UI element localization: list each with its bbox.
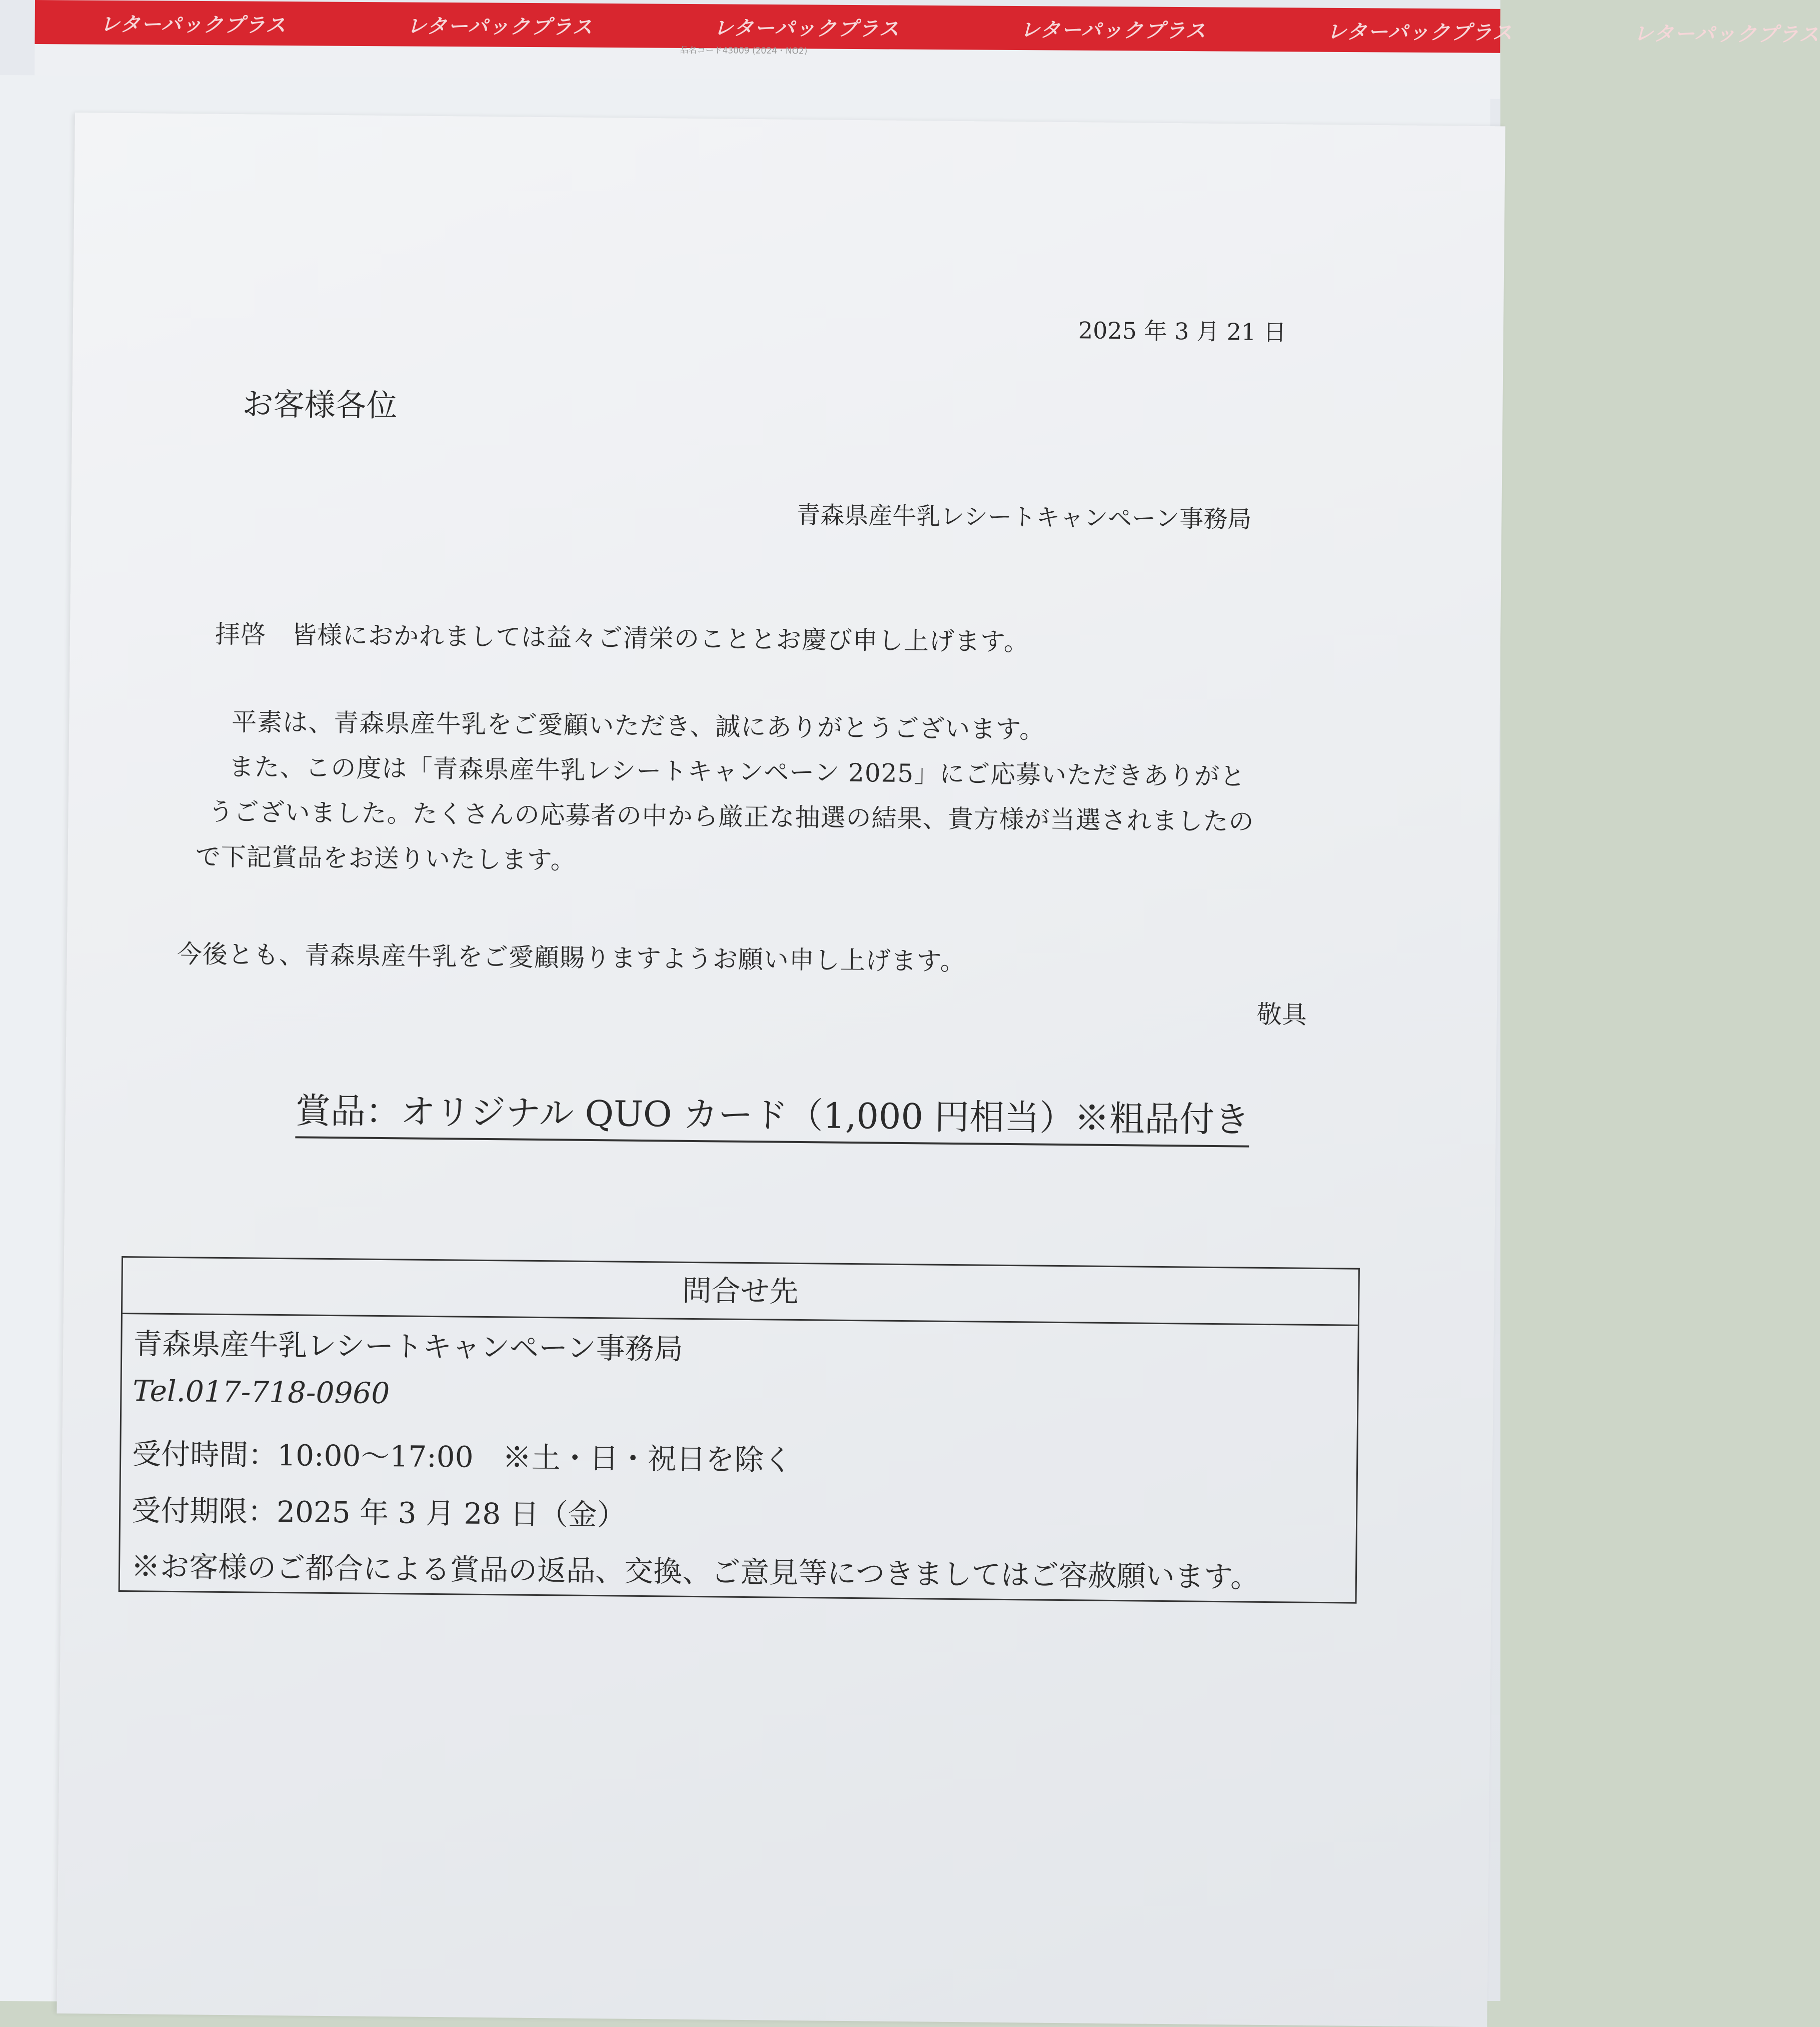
contact-title: 問合せ先	[123, 1258, 1358, 1326]
letter-closing: 敬具	[1256, 999, 1307, 1030]
envelope-band-text: レターパックプラス	[1633, 22, 1820, 47]
envelope-band-text: レターパックプラス	[100, 13, 287, 37]
contact-notice: ※お客様のご都合による賞品の返品、交換、ご意見等につきましてはご容赦願います。	[131, 1549, 1260, 1594]
envelope-product-code: 品名コード43009 (2024・NO2)	[680, 45, 808, 57]
contact-phone: Tel.017-718-0960	[133, 1374, 390, 1411]
contact-office: 青森県産牛乳レシートキャンペーン事務局	[133, 1327, 684, 1366]
body-line: 平素は、青森県産牛乳をご愛顧いただき、誠にありがとうございます。	[232, 707, 1045, 744]
contact-hours: 受付時間：10:00～17:00 ※土・日・祝日を除く	[132, 1437, 793, 1477]
contact-box	[119, 1256, 1360, 1604]
envelope-band-text: レターパックプラス	[1326, 20, 1513, 45]
letter-date: 2025 年 3 月 21 日	[1078, 317, 1287, 346]
prize-line: 賞品：オリジナル QUO カード（1,000 円相当）※粗品付き	[295, 1083, 1249, 1147]
letter-sender: 青森県産牛乳レシートキャンペーン事務局	[796, 501, 1252, 534]
envelope-band-text: レターパックプラス	[406, 15, 594, 39]
body-line: で下記賞品をお送りいたします。	[195, 842, 576, 875]
body-line: 今後とも、青森県産牛乳をご愛顧賜りますようお願い申し上げます。	[177, 939, 966, 976]
letter-addressee: お客様各位	[242, 386, 398, 424]
letter-sheet	[57, 113, 1505, 2027]
envelope-band-text: レターパックプラス	[713, 16, 900, 41]
contact-deadline: 受付期限：2025 年 3 月 28 日（金）	[131, 1493, 626, 1532]
envelope-band-text: レターパックプラス	[1020, 18, 1207, 43]
body-line: また、この度は「青森県産牛乳レシートキャンペーン 2025」にご応募いただきありがと	[229, 752, 1246, 791]
body-line: 拝啓 皆様におかれましては益々ご清栄のこととお慶び申し上げます。	[215, 619, 1030, 657]
body-line: うございました。たくさんの応募者の中から厳正な抽選の結果、貴方様が当選されましたの	[208, 797, 1254, 836]
